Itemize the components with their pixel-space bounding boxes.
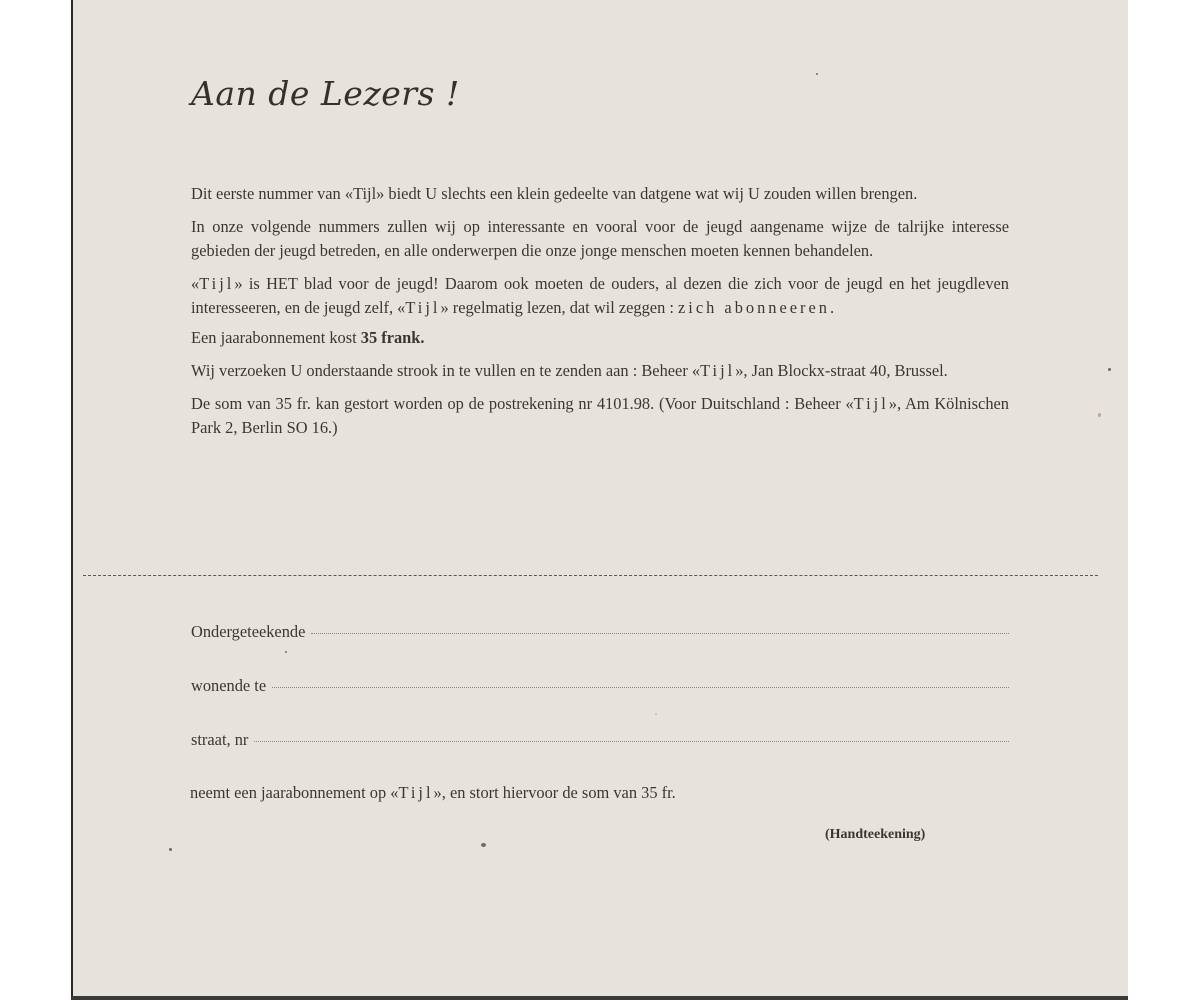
paper-speck — [1108, 368, 1111, 371]
paper-speck — [1098, 413, 1101, 417]
residing-label: wonende te — [191, 676, 267, 695]
magazine-name: Tijl — [700, 361, 736, 380]
page-title: Aan de Lezers ! — [191, 74, 460, 113]
paragraph-send-address: Wij verzoeken U onderstaande strook in te vullen en te zenden aan : Beheer «Tijl», Jan Blockx-straat 40, Brussel. — [191, 361, 948, 380]
paragraph-price: Een jaarabonnement kost 35 frank. — [191, 328, 425, 347]
paragraph-subscribe-call: «Tijl» is HET blad voor de jeugd! Daarom ook moeten de ouders, al dezen die zich voor de jeugd en het jeugdleven interesseeren, en de jeugd zelf, «Tijl» regelmatig lezen, dat wil zeggen : zich abonneeren. — [191, 274, 1009, 317]
street-row — [191, 730, 1009, 750]
page-bottom-edge — [71, 996, 1128, 1000]
signature-label: (Handteekening) — [825, 827, 926, 842]
paragraph-intro: Dit eerste nummer van «Tijl» biedt U slechts een klein gedeelte van datgene wat wij U zouden willen brengen. — [191, 184, 918, 203]
street-field[interactable] — [254, 741, 1009, 742]
residing-row — [191, 676, 1009, 696]
paper-speck — [285, 651, 287, 653]
undersigned-field[interactable] — [311, 633, 1009, 634]
residing-field[interactable] — [272, 687, 1009, 688]
paper-speck — [169, 848, 172, 851]
subscription-statement: neemt een jaarabonnement op «Tijl», en stort hiervoor de som van 35 fr. — [190, 783, 676, 802]
paper-speck — [655, 713, 657, 715]
magazine-name: Tijl — [199, 274, 235, 293]
undersigned-label: Ondergeteekende — [191, 622, 306, 641]
letter-body — [191, 182, 1009, 449]
street-label: straat, nr — [191, 730, 249, 749]
magazine-name: Tijl — [405, 298, 441, 317]
paragraph-next-issues: In onze volgende nummers zullen wij op interessante en vooral voor de jeugd aangename wijze de talrijke interesse gebieden der jeugd betreden, en alle onderwerpen die onze jonge menschen moeten kennen behandelen. — [191, 217, 1009, 260]
cut-line — [83, 575, 1098, 576]
undersigned-row — [191, 622, 1009, 642]
emphasis-subscribe: zich abonneeren. — [678, 298, 838, 317]
paper-speck — [816, 73, 818, 75]
document-page — [73, 0, 1128, 997]
paragraph-payment: De som van 35 fr. kan gestort worden op de postrekening nr 4101.98. (Voor Duitschland : Beheer «Tijl», Am Kölnischen Park 2, Berlin SO 16.) — [191, 394, 1010, 437]
magazine-name: Tijl — [853, 394, 889, 413]
background-left — [0, 0, 72, 1000]
magazine-name: Tijl — [398, 783, 434, 802]
paper-speck — [481, 843, 486, 847]
price-value: 35 frank. — [360, 328, 425, 347]
